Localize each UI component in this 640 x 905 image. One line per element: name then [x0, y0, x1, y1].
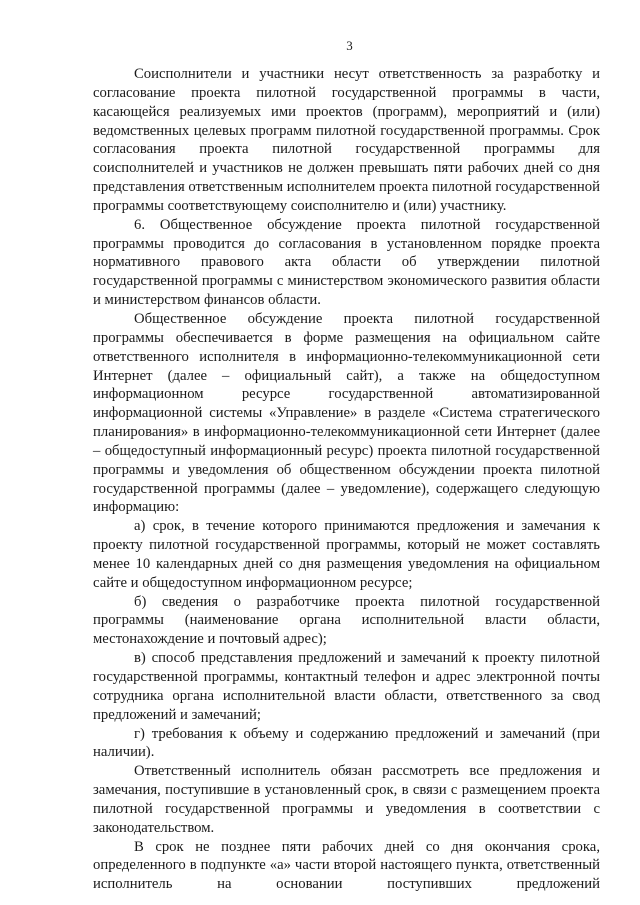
- list-item-b-developer-info: б) сведения о разработчике проекта пилотной государственной программы (наименование органа исполнительной власти области, местонахождение и почтовый адрес);: [93, 593, 600, 648]
- paragraph-deadline-continued: В срок не позднее пяти рабочих дней со дня окончания срока, определенного в подпункте «а» части второй настоящего пункта, ответственный исполнитель на основании поступивших предложений: [93, 838, 600, 893]
- list-item-g-requirements: г) требования к объему и содержанию предложений и замечаний (при наличии).: [93, 725, 600, 761]
- paragraph-executor-obligation: Ответственный исполнитель обязан рассмотреть все предложения и замечания, поступившие в установленный срок, в связи с размещением проекта пилотной государственной программы и уведомления в соответствии с законодательством.: [93, 763, 600, 836]
- page-number: 3: [346, 38, 353, 53]
- paragraph-item-6-public-discussion: 6. Общественное обсуждение проекта пилотной государственной программы проводится до согласования в установленном порядке проекта нормативного правового акта области об утверждении пилотной государственной программы с министерством экономического развития области и министерством финансов области.: [93, 216, 600, 309]
- list-item-a-term: а) срок, в течение которого принимаются предложения и замечания к проекту пилотной государственной программы, который не может составлять менее 10 календарных дней со дня размещения уведомления на официальном сайте и общедоступном информационном ресурсе;: [93, 518, 600, 591]
- paragraph-coexecutors-responsibility: Соисполнители и участники несут ответственность за разработку и согласование проекта пилотной государственной программы в части, касающейся реализуемых ими проектов (программ), мероприятий и (или) ведомственных целевых программ пилотной государственной программы. Срок согласования проекта пилотной государственной программы для соисполнителей и участников не должен превышать пяти рабочих дней со дня представления ответственным исполнителем проекта пилотной государственной программы соответствующему соисполнителю и (или) участнику.: [93, 66, 600, 214]
- paragraph-public-discussion-form: Общественное обсуждение проекта пилотной государственной программы обеспечивается в форме размещения на официальном сайте ответственного исполнителя в информационно-телекоммуникационной сети Интернет (далее – официальный сайт), а также на общедоступном информационном ресурсе государственной автоматизированной информационной системы «Управление» в разделе «Система стратегического планирования» в информационно-телекоммуникационной сети Интернет (далее – общедоступный информационный ресурс) проекта пилотной государственной программы и уведомления об общественном обсуждении проекта пилотной государственной программы (далее – уведомление), содержащего следующую информацию:: [93, 310, 600, 516]
- list-item-v-submission-method: в) способ представления предложений и замечаний к проекту пилотной государственной программы, контактный телефон и адрес электронной почты сотрудника органа исполнительной власти области, ответственного за свод предложений и замечаний;: [93, 650, 600, 723]
